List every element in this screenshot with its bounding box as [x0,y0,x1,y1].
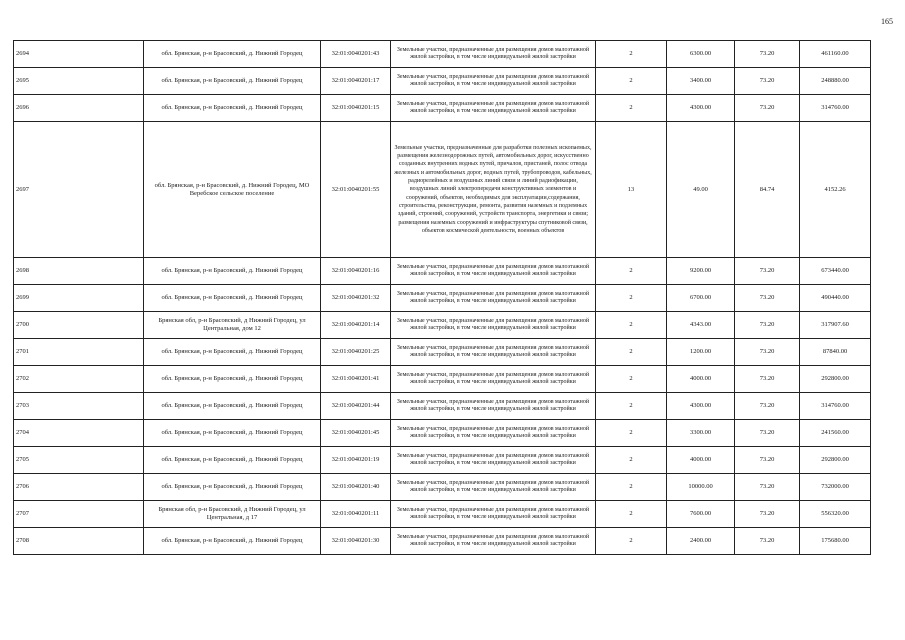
address-cell: обл. Брянская, р-н Брасовский, д. Нижний Городец [144,420,321,447]
table-row [14,339,871,366]
use-group-code-cell: 2 [596,474,667,501]
specific-value-cell: 73.20 [735,366,800,393]
land-use-cell: Земельные участки, предназначенные для размещения домов малоэтажной жилой застройки, в том числе индивидуальной жилой застройки [391,393,596,420]
address-cell: обл. Брянская, р-н Брасовский, д. Нижний Городец [144,393,321,420]
land-use-cell: Земельные участки, предназначенные для размещения домов малоэтажной жилой застройки, в том числе индивидуальной жилой застройки [391,447,596,474]
record-number: 2697 [14,122,144,258]
use-group-code-cell: 2 [596,393,667,420]
address-cell: Брянская обл, р-н Брасовский, д Нижний Городец, ул Центральная, дом 12 [144,312,321,339]
record-number: 2705 [14,447,144,474]
cadastral-number-cell: 32:01:0040201:11 [321,501,391,528]
address-cell: обл. Брянская, р-н Брасовский, д. Нижний Городец [144,447,321,474]
land-use-cell: Земельные участки, предназначенные для размещения домов малоэтажной жилой застройки, в том числе индивидуальной жилой застройки [391,68,596,95]
record-number: 2703 [14,393,144,420]
record-number: 2704 [14,420,144,447]
land-use-cell: Земельные участки, предназначенные для размещения домов малоэтажной жилой застройки, в том числе индивидуальной жилой застройки [391,41,596,68]
land-use-cell: Земельные участки, предназначенные для размещения домов малоэтажной жилой застройки, в том числе индивидуальной жилой застройки [391,258,596,285]
table-row [14,95,871,122]
cadastral-value-cell: 314760.00 [800,95,871,122]
use-group-code-cell: 2 [596,447,667,474]
area-cell: 4000.00 [667,447,735,474]
area-cell: 3400.00 [667,68,735,95]
cadastral-number-cell: 32:01:0040201:30 [321,528,391,555]
address-cell: обл. Брянская, р-н Брасовский, д. Нижний Городец [144,285,321,312]
specific-value-cell: 73.20 [735,258,800,285]
table-row [14,285,871,312]
use-group-code-cell: 2 [596,366,667,393]
cadastral-number-cell: 32:01:0040201:40 [321,474,391,501]
page-number: 165 [881,17,893,26]
address-cell: Брянская обл, р-н Брасовский, д Нижний Городец, ул Центральная, д 17 [144,501,321,528]
use-group-code-cell: 2 [596,95,667,122]
specific-value-cell: 73.20 [735,41,800,68]
specific-value-cell: 73.20 [735,501,800,528]
cadastral-number-cell: 32:01:0040201:16 [321,258,391,285]
record-number: 2707 [14,501,144,528]
cadastral-number-cell: 32:01:0040201:55 [321,122,391,258]
table-row [14,420,871,447]
land-use-cell: Земельные участки, предназначенные для размещения домов малоэтажной жилой застройки, в том числе индивидуальной жилой застройки [391,420,596,447]
cadastral-value-cell: 732000.00 [800,474,871,501]
cadastral-value-cell: 175680.00 [800,528,871,555]
area-cell: 10000.00 [667,474,735,501]
table-row [14,393,871,420]
address-cell: обл. Брянская, р-н Брасовский, д. Нижний Городец [144,258,321,285]
record-number: 2694 [14,41,144,68]
specific-value-cell: 84.74 [735,122,800,258]
area-cell: 6700.00 [667,285,735,312]
record-number: 2702 [14,366,144,393]
cadastral-value-cell: 461160.00 [800,41,871,68]
specific-value-cell: 73.20 [735,420,800,447]
cadastral-value-cell: 4152.26 [800,122,871,258]
table-row [14,528,871,555]
table-row [14,258,871,285]
cadastral-number-cell: 32:01:0040201:41 [321,366,391,393]
area-cell: 1200.00 [667,339,735,366]
record-number: 2699 [14,285,144,312]
cadastral-number-cell: 32:01:0040201:45 [321,420,391,447]
cadastral-number-cell: 32:01:0040201:17 [321,68,391,95]
specific-value-cell: 73.20 [735,393,800,420]
use-group-code-cell: 2 [596,258,667,285]
use-group-code-cell: 2 [596,285,667,312]
record-number: 2701 [14,339,144,366]
cadastral-number-cell: 32:01:0040201:44 [321,393,391,420]
cadastral-value-cell: 317907.60 [800,312,871,339]
land-use-cell: Земельные участки, предназначенные для размещения домов малоэтажной жилой застройки, в том числе индивидуальной жилой застройки [391,285,596,312]
cadastral-number-cell: 32:01:0040201:14 [321,312,391,339]
land-use-cell: Земельные участки, предназначенные для размещения домов малоэтажной жилой застройки, в том числе индивидуальной жилой застройки [391,95,596,122]
land-use-cell: Земельные участки, предназначенные для размещения домов малоэтажной жилой застройки, в том числе индивидуальной жилой застройки [391,501,596,528]
table-row [14,312,871,339]
area-cell: 49.00 [667,122,735,258]
table-row [14,447,871,474]
use-group-code-cell: 2 [596,339,667,366]
address-cell: обл. Брянская, р-н Брасовский, д. Нижний Городец [144,366,321,393]
land-use-cell: Земельные участки, предназначенные для разработки полезных ископаемых, размещения железнодорожных путей, автомобильных дорог, искусственно созданных внутренних водных путей, причалов, пристаней, полос отвода железных и автомобильных дорог, водных путей, трубопроводов, кабельных, радиорелейных и воздушных линий связи и линий радиофикации, воздушных линий электропередачи конструктивных элементов и сооружений, объектов, необходимых для эксплуатации,содержания, строительства, реконструкции, ремонта, развития наземных и подземных зданий, строений, сооружений, устройств транспорта, энергетики и связи; размещения наземных сооружений и инфраструктуры спутниковой связи, объектов космической деятельности, военных объектов [391,122,596,258]
cadastral-value-cell: 556320.00 [800,501,871,528]
address-cell: обл. Брянская, р-н Брасовский, д. Нижний Городец [144,339,321,366]
record-number: 2700 [14,312,144,339]
use-group-code-cell: 2 [596,501,667,528]
cadastral-value-cell: 292800.00 [800,366,871,393]
table-row [14,366,871,393]
cadastral-value-cell: 314760.00 [800,393,871,420]
area-cell: 9200.00 [667,258,735,285]
specific-value-cell: 73.20 [735,474,800,501]
area-cell: 4300.00 [667,95,735,122]
use-group-code-cell: 2 [596,41,667,68]
address-cell: обл. Брянская, р-н Брасовский, д. Нижний Городец [144,41,321,68]
cadastral-number-cell: 32:01:0040201:43 [321,41,391,68]
cadastral-number-cell: 32:01:0040201:25 [321,339,391,366]
specific-value-cell: 73.20 [735,285,800,312]
address-cell: обл. Брянская, р-н Брасовский, д. Нижний Городец [144,68,321,95]
specific-value-cell: 73.20 [735,339,800,366]
cadastral-number-cell: 32:01:0040201:19 [321,447,391,474]
area-cell: 3300.00 [667,420,735,447]
area-cell: 6300.00 [667,41,735,68]
cadastral-value-cell: 292800.00 [800,447,871,474]
record-number: 2696 [14,95,144,122]
land-use-cell: Земельные участки, предназначенные для размещения домов малоэтажной жилой застройки, в том числе индивидуальной жилой застройки [391,339,596,366]
specific-value-cell: 73.20 [735,447,800,474]
cadastral-value-table [13,40,871,555]
land-use-cell: Земельные участки, предназначенные для размещения домов малоэтажной жилой застройки, в том числе индивидуальной жилой застройки [391,366,596,393]
area-cell: 4300.00 [667,393,735,420]
use-group-code-cell: 2 [596,312,667,339]
area-cell: 7600.00 [667,501,735,528]
address-cell: обл. Брянская, р-н Брасовский, д. Нижний Городец, МО Веребское сельское поселение [144,122,321,258]
use-group-code-cell: 2 [596,420,667,447]
specific-value-cell: 73.20 [735,528,800,555]
cadastral-number-cell: 32:01:0040201:15 [321,95,391,122]
cadastral-value-cell: 673440.00 [800,258,871,285]
address-cell: обл. Брянская, р-н Брасовский, д. Нижний Городец [144,95,321,122]
cadastral-value-cell: 248880.00 [800,68,871,95]
area-cell: 2400.00 [667,528,735,555]
land-use-cell: Земельные участки, предназначенные для размещения домов малоэтажной жилой застройки, в том числе индивидуальной жилой застройки [391,474,596,501]
cadastral-value-cell: 241560.00 [800,420,871,447]
use-group-code-cell: 13 [596,122,667,258]
land-use-cell: Земельные участки, предназначенные для размещения домов малоэтажной жилой застройки, в том числе индивидуальной жилой застройки [391,528,596,555]
land-use-cell: Земельные участки, предназначенные для размещения домов малоэтажной жилой застройки, в том числе индивидуальной жилой застройки [391,312,596,339]
address-cell: обл. Брянская, р-н Брасовский, д. Нижний Городец [144,474,321,501]
area-cell: 4000.00 [667,366,735,393]
specific-value-cell: 73.20 [735,95,800,122]
address-cell: обл. Брянская, р-н Брасовский, д. Нижний Городец [144,528,321,555]
record-number: 2695 [14,68,144,95]
area-cell: 4343.00 [667,312,735,339]
record-number: 2706 [14,474,144,501]
specific-value-cell: 73.20 [735,312,800,339]
use-group-code-cell: 2 [596,528,667,555]
table-row [14,68,871,95]
cadastral-value-cell: 490440.00 [800,285,871,312]
specific-value-cell: 73.20 [735,68,800,95]
table-row [14,122,871,258]
table-row [14,41,871,68]
table-row [14,474,871,501]
cadastral-value-cell: 87840.00 [800,339,871,366]
cadastral-number-cell: 32:01:0040201:32 [321,285,391,312]
table-body [14,41,871,555]
table-row [14,501,871,528]
record-number: 2698 [14,258,144,285]
record-number: 2708 [14,528,144,555]
use-group-code-cell: 2 [596,68,667,95]
